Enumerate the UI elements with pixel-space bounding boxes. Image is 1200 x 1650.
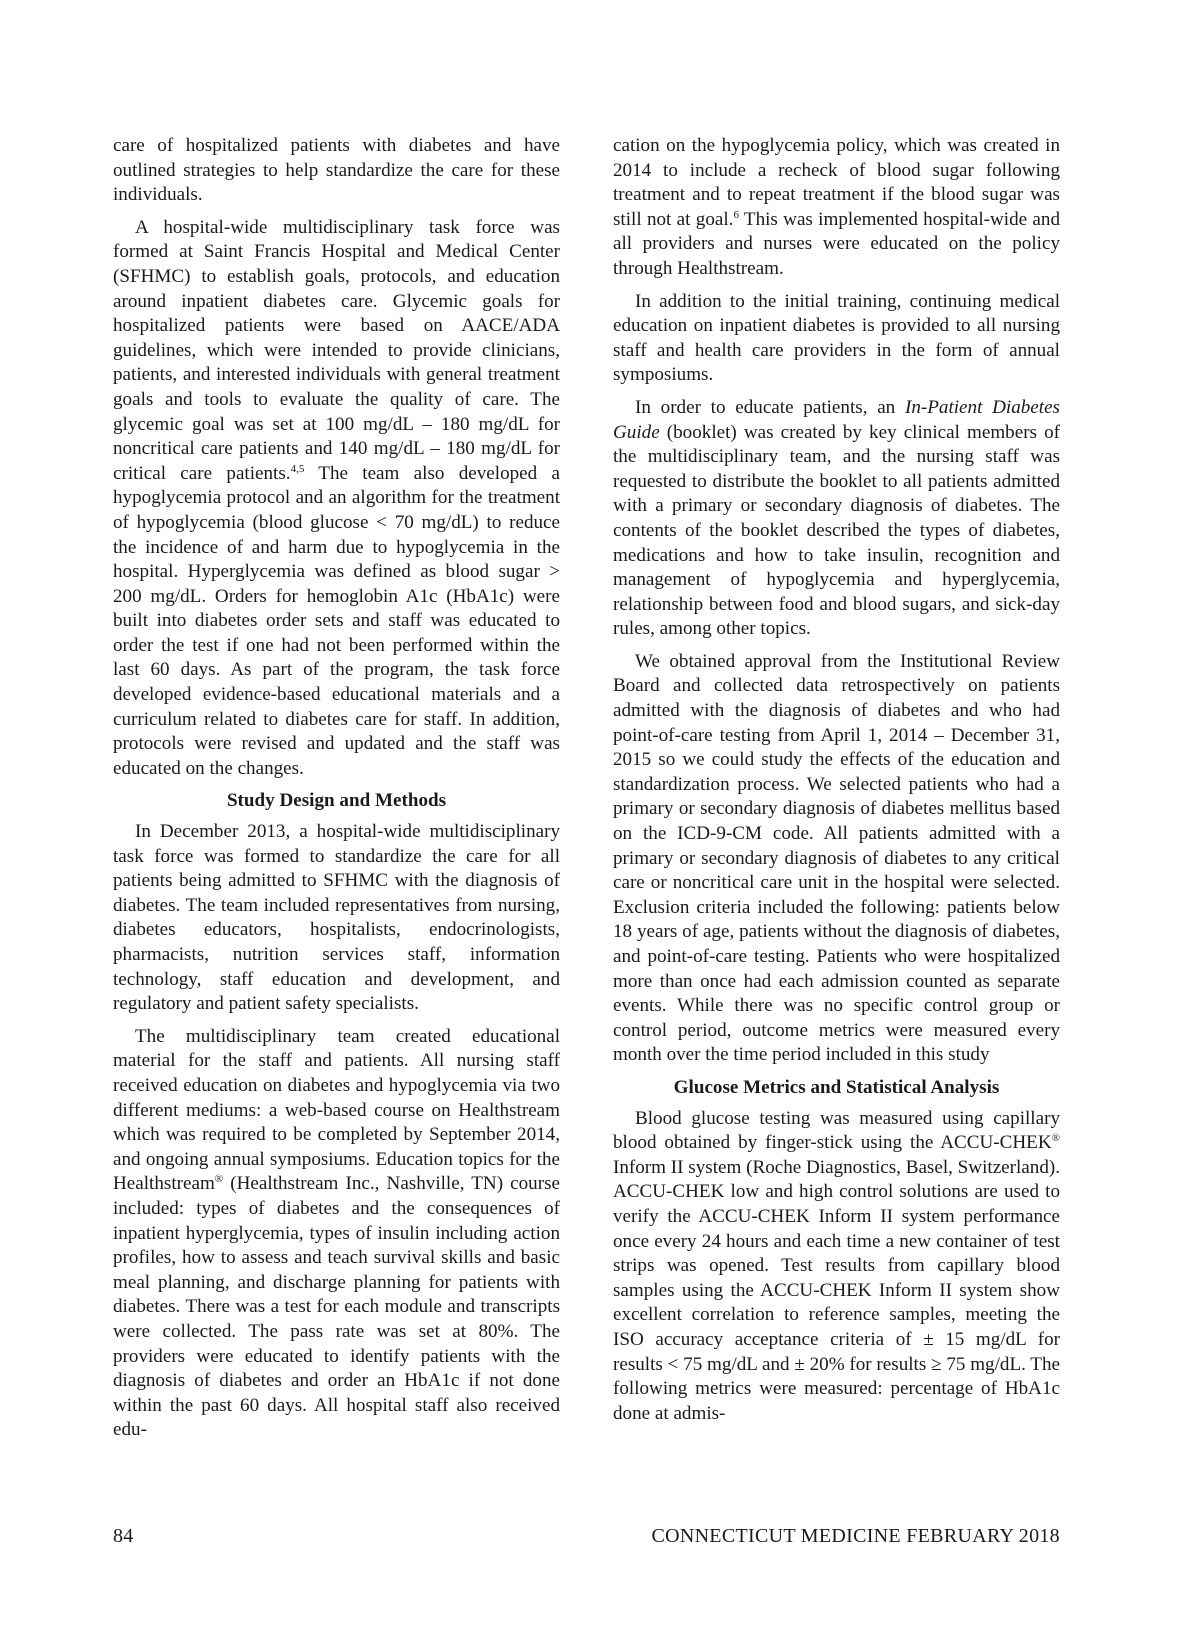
paragraph: In addition to the initial training, continuing medical education on inpatient diabetes is provided to all nursing staff and health care providers in the form of annual symposiums. (613, 290, 1060, 386)
registered-mark: ® (1051, 1132, 1060, 1145)
registered-mark: ® (214, 1173, 224, 1186)
paragraph-text: Inform II system (Roche Diagnostics, Basel, Switzerland). ACCU-CHEK low and high control solutions are used to verify the ACCU-CHEK Inform II system performance once every 24 hours and each time a new container of test strips was opened. Test results from capillary blood samples using the ACCU-CHEK Inform II system show excellent correlation to reference samples, meeting the ISO accuracy acceptance criteria of ± 15 mg/dL for results < 75 mg/dL and ± 20% for results ≥ 75 mg/dL. The following metrics were measured: percentage of HbA1c done at admis- (613, 1156, 1061, 1424)
paragraph-text: In order to educate patients, an (635, 396, 905, 418)
journal-footer: CONNECTICUT MEDICINE FEBRUARY 2018 (651, 1525, 1060, 1547)
citation-superscript: 4,5 (290, 462, 305, 475)
paragraph-text: cation on the hypoglycemia policy, which was created in 2014 to include a recheck of blood sugar following treatment and to repeat treatment if the blood sugar was still not at goal. (613, 135, 1060, 230)
paragraph (613, 396, 1060, 642)
right-column (613, 134, 1060, 1434)
paragraph: care of hospitalized patients with diabetes and have outlined strategies to help standardize the care for these individuals. (113, 135, 560, 206)
paragraph-text: The multidisciplinary team created educational material for the staff and patients. All nursing staff received education on diabetes and hypoglycemia via two different mediums: a web-based course on Healthstream which was required to be completed by September 2014, and ongoing annual symposiums. Education topics for the Healthstream (113, 1025, 560, 1195)
paragraph (113, 1025, 560, 1443)
section-heading: Glucose Metrics and Statistical Analysis (673, 1076, 1000, 1098)
citation-superscript: 6 (733, 208, 739, 221)
paragraph-text: Blood glucose testing was measured using capillary blood obtained by finger-stick using the ACCU-CHEK (613, 1107, 1060, 1154)
paragraph (113, 216, 560, 782)
paragraph-text: This was implemented hospital-wide and all providers and nurses were educated on the policy through Healthstream. (613, 208, 1060, 279)
paragraph-text: A hospital-wide multidisciplinary task force was formed at Saint Francis Hospital and Medical Center (SFHMC) to establish goals, protocols, and education around inpatient diabetes care. Glycemic goals for hospitalized patients were based on AACE/ADA guidelines, which were intended to provide clinicians, patients, and interested individuals with general treatment goals and tools to evaluate the quality of care. The glycemic goal was set at 100 mg/dL – 180 mg/dL for noncritical care patients and 140 mg/dL – 180 mg/dL for critical care patients. (113, 216, 560, 484)
booklet-title: In-Patient Diabetes Guide (613, 396, 1060, 443)
paragraph-text: (booklet) was created by key clinical members of the multidisciplinary team, and the nursing staff was requested to distribute the booklet to all patients admitted with a primary or secondary diagnosis of diabetes. The contents of the booklet described the types of diabetes, medications and how to take insulin, recognition and management of hypoglycemia and hyperglycemia, relationship between food and blood sugars, and sick-day rules, among other topics. (613, 421, 1060, 640)
paragraph (613, 134, 1060, 282)
paragraph-text: (Healthstream Inc., Nashville, TN) course included: types of diabetes and the consequences of inpatient hyperglycemia, types of insulin including action profiles, how to assess and teach survival skills and basic meal planning, and discharge planning for patients with diabetes. There was a test for each module and transcripts were collected. The pass rate was set at 80%. The providers were educated to identify patients with the diagnosis of diabetes and order an HbA1c if not done within the past 60 days. All hospital staff also received edu- (113, 1173, 560, 1441)
paragraph (613, 1107, 1060, 1427)
page-number: 84 (113, 1525, 134, 1547)
paragraph: We obtained approval from the Institutional Review Board and collected data retrospectively on patients admitted with the diagnosis of diabetes and who had point-of-care testing from April 1, 2014 – December 31, 2015 so we could study the effects of the education and standardization process. We selected patients who had a primary or secondary diagnosis of diabetes mellitus based on the ICD-9-CM code. All patients admitted with a primary or secondary diagnosis of diabetes to any critical care or noncritical care unit in the hospital were selected. Exclusion criteria included the following: patients below 18 years of age, patients without the diagnosis of diabetes, and point-of-care testing. Patients who were hospitalized more than once had each admission counted as separate events. While there was no specific control group or control period, outcome metrics were measured every month over the time period included in this study (613, 650, 1060, 1066)
left-column (113, 134, 560, 1451)
paragraph: In December 2013, a hospital-wide multidisciplinary task force was formed to standardize the care for all patients being admitted to SFHMC with the diagnosis of diabetes. The team included representatives from nursing, diabetes educators, hospitalists, endocrinologists, pharmacists, nutrition services staff, information technology, staff education and development, and regulatory and patient safety specialists. (113, 821, 560, 1015)
section-heading: Study Design and Methods (226, 790, 447, 812)
paragraph-text: The team also developed a hypoglycemia protocol and an algorithm for the treatment of hypoglycemia (blood glucose < 70 mg/dL) to reduce the incidence of and harm due to hypoglycemia in the hospital. Hyperglycemia was defined as blood sugar > 200 mg/dL. Orders for hemoglobin A1c (HbA1c) were built into diabetes order sets and staff was educated to order the test if one had not been performed within the last 60 days. As part of the program, the task force developed evidence-based educational materials and a curriculum related to diabetes care for staff. In addition, protocols were revised and updated and the staff was educated on the changes. (113, 462, 560, 779)
